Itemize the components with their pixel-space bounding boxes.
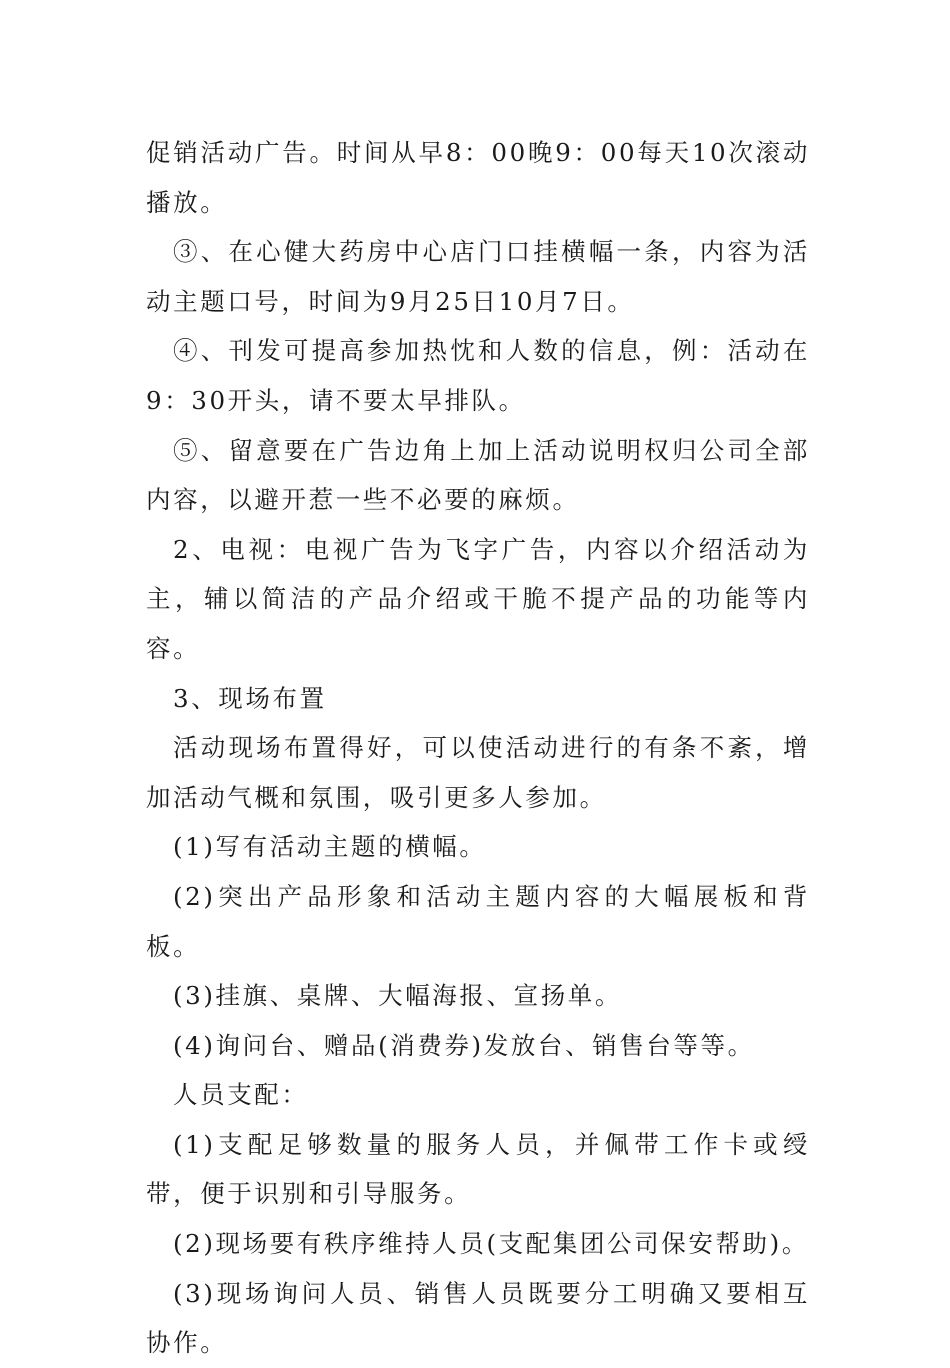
heading-site-layout: 3、现场布置 xyxy=(173,683,327,713)
list-item-banner: (1)写有活动主题的横幅。 xyxy=(173,832,487,862)
list-item-display-board: (2)突出产品形象和活动主题内容的大幅展板和背板。 xyxy=(146,881,810,961)
paragraph-ad-schedule: 促销活动广告。时间从早8：00晚9：00每天10次滚动播放。 xyxy=(146,138,810,217)
list-item-cooperation: (3)现场询问人员、销售人员既要分工明确又要相互协作。 xyxy=(146,1278,810,1358)
heading-staffing: 人员支配： xyxy=(173,1080,309,1110)
list-item-desks: (4)询问台、赠品(消费券)发放台、销售台等等。 xyxy=(173,1030,755,1060)
list-item-flags: (3)挂旗、桌牌、大幅海报、宣扬单。 xyxy=(173,981,623,1011)
paragraph-banner: ③、在心健大药房中心店门口挂横幅一条，内容为活动主题口号，时间为9月25日10月7日。 xyxy=(146,237,810,316)
paragraph-tv: 2、电视：电视广告为飞字广告，内容以介绍活动为主，辅以简洁的产品介绍或干脆不提产品的功能等内容。 xyxy=(146,534,810,663)
list-item-service-staff: (1)支配足够数量的服务人员，并佩带工作卡或绶带，便于识别和引导服务。 xyxy=(146,1129,810,1209)
list-item-security: (2)现场要有秩序维持人员(支配集团公司保安帮助)。 xyxy=(173,1229,809,1259)
paragraph-copyright: ⑤、留意要在广告边角上加上活动说明权归公司全部内容，以避开惹一些不必要的麻烦。 xyxy=(146,435,810,515)
paragraph-notice: ④、刊发可提高参加热忱和人数的信息，例：活动在9：30开头，请不要太早排队。 xyxy=(146,336,810,415)
paragraph-site-layout: 活动现场布置得好，可以使活动进行的有条不紊，增加活动气概和氛围，吸引更多人参加。 xyxy=(146,733,810,812)
